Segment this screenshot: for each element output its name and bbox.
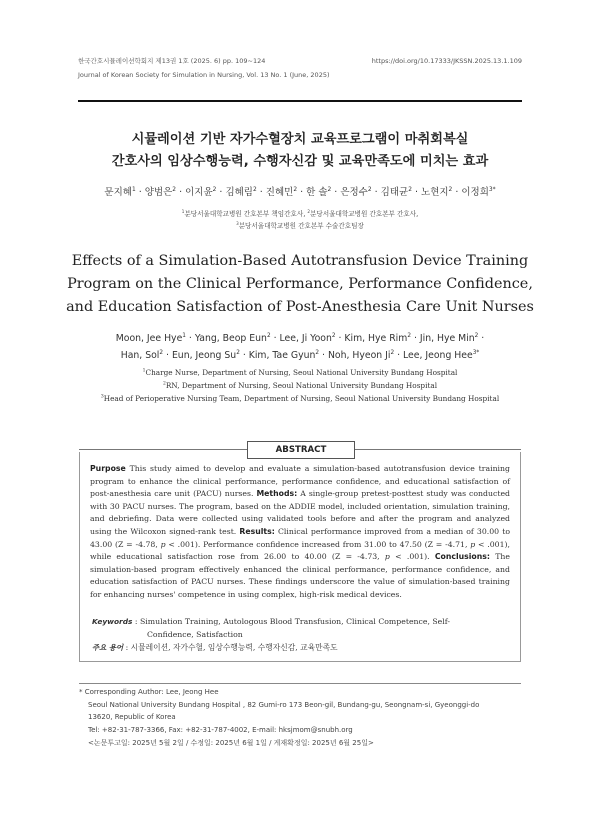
contact-line: Tel: +82-31-787-3366, Fax: +82-31-787-4002, E-mail: hksjmom@snubh.org [88,726,353,735]
author-en: Jin, Hye Min$^2$ [419,332,479,344]
conclusions-text: The simulation-based program effectively enhanced the clinical performance, performance confidence, and education satisfaction of PACU nurses. These findings underscore the value of simulation-based training for enhancing nurses' competence in using complex, high-risk medical devices. [90,552,510,599]
results-label: Results: [239,526,275,536]
p-symbol: p [160,539,166,549]
corresponding-name: Lee, Jeong Hee [166,688,219,696]
author-kr: 한 솔$^2$ [306,186,332,198]
keywords-kr-label: 주요 용어 [92,643,124,652]
author-en: Yang, Beop Eun$^2$ [194,332,271,344]
results-text-d: < .001). [395,552,430,562]
methods-text: A single-group pretest-posttest study was conducted with 30 PACU nurses. The program, based on the ADDIE model, included orientation, simulation training, and debriefing. Data were collected using validated tools before and after the program and analyzed using the Wilcoxon signed-rank test. [90,489,511,536]
header-rule [78,100,522,102]
purpose-text: This study aimed to develop and evaluate a simulation-based autotransfusion device training program to enhance the clinical performance, performance confidence, and educational satisfaction of post-anesthesia care unit (PACU) nurses. [90,464,510,499]
author-kr: 진혜민$^2$ [265,186,298,198]
author-kr: 이정희$^{3*}$ [461,186,496,198]
title-kr-line1: 시뮬레이션 기반 자가수혈장치 교육프로그램이 마취회복실 [131,132,469,147]
keywords-list-cont: Confidence, Satisfaction [147,629,243,639]
affiliation-en-2: $^2$RN, Department of Nursing, Seoul National University Bundang Hospital [162,381,438,390]
results-text-b: < .001). Performance confidence increased from 31.00 to 47.50 (Z = -4.71, [168,539,468,549]
author-en: Kim, Hye Rim$^2$ [344,332,411,344]
title-en-line3: and Education Satisfaction of Post-Anesthesia Care Unit Nurses [66,299,534,315]
purpose-label: Purpose [90,464,126,473]
authors-en-line2: Han, Sol$^2$ · Eun, Jeong $Su^2$ · Kim, Tae Gyun$^2$ · Noh, Hyeon $Ji^2$ · Lee, Jeong Hee$^{3*}$ [120,349,480,361]
keywords-list: : Simulation Training, Autologous Blood Transfusion, Clinical Competence, Self- [134,617,450,626]
results-text-a: Clinical performance improved from a median of 30.00 to 43.00 (Z = -4.78, [90,526,510,549]
keywords-kr-list: : 시뮬레이션, 자가수혈, 임상수행능력, 수행자신감, 교육만족도 [125,643,338,652]
journal-citation-en: Journal of Korean Society for Simulation in Nursing, Vol. 13 No. 1 (June, 2025) [78,71,330,79]
methods-label: Methods: [256,489,298,499]
author-en: Kim, Tae Gyun$^2$ [248,349,320,361]
author-en: Han, Sol$^2$ [120,349,164,361]
footnote-rule [79,683,521,684]
submission-dates: <논문투고일: 2025년 5월 2일 / 수정일: 2025년 6월 1일 / 게재확정일: 2025년 6월 25일> [88,738,374,747]
affiliation-en-3: $^3$Head of Perioperative Nursing Team, Department of Nursing, Seoul National University Bundang Hospital [100,394,500,403]
author-kr: 문지혜$^1$ [104,186,136,198]
author-en: Eun, Jeong Su$^2$ [171,349,240,361]
abstract-rule-right [354,449,521,450]
affiliations-kr-line2: $^3$분당서울대학교병원 간호본부 수술간호팀장 [236,220,364,230]
author-kr: 김혜림$^2$ [225,186,257,198]
journal-citation-kr: 한국간호시뮬레이션학회지 제13권 1호 (2025. 6) pp. 109~124 [78,57,266,65]
address-line2: 13620, Republic of Korea [88,713,176,722]
abstract-rule-left [79,449,247,450]
affiliation-en-1: $^1$Charge Nurse, Department of Nursing, Seoul National University Bundang Hospital [142,368,458,377]
authors-en-line1: Moon, Jee Hye$^1$ · Yang, Beop Eun$^2$ · Lee, Ji Yoon$^2$ · Kim, Hye Rim$^2$ · Jin, Hye Min$^2$ · [115,332,485,344]
keywords-label: Keywords [92,617,133,626]
corresponding-author-line [79,686,524,699]
author-en: Lee, Jeong Hee$^{3*}$ [403,349,480,361]
author-en: Lee, Ji Yoon$^2$ [279,332,336,344]
corresponding-label: * Corresponding Author: [79,688,164,696]
abstract-heading: ABSTRACT [247,441,355,459]
author-kr: 노현지$^2$ [421,186,453,198]
title-kr-line2: 간호사의 임상수행능력, 수행자신감 및 교육만족도에 미치는 효과 [111,154,489,169]
corresponding-author [79,686,524,750]
p-symbol: p [384,552,390,562]
authors-kr: 문지혜$^1$ · 양범은$^2$ · 이지윤$^2$ · 김혜림$^2$ · 진혜민$^2$ · 한 솔$^2$ · 은정수$^2$ · 김태균$^2$ · 노현지$^2$ · 이정희$^{3*}$ [104,186,496,198]
results-text-c: < .001), while educational satisfaction rose from 26.00 to 40.00 (Z = -4.73, [90,539,511,562]
author-kr: 김태균$^2$ [380,186,412,198]
doi-link[interactable]: https://doi.org/10.17333/JKSSN.2025.13.1.109 [371,57,522,65]
address-line1: Seoul National University Bundang Hospital , 82 Gumi-ro 173 Beon-gil, Bundang-gu, Seongnam-si, Gyeonggi-do [88,700,480,709]
conclusions-label: Conclusions: [434,552,490,562]
author-kr: 은정수$^2$ [340,186,372,198]
p-symbol: p [470,539,476,549]
abstract-body [90,463,510,602]
author-en: Moon, Jee Hye$^1$ [115,332,186,344]
title-en-line2: Program on the Clinical Performance, Performance Confidence, [67,276,533,292]
affiliations-kr-line1: $^1$분당서울대학교병원 간호본부 책임간호사, $^2$분당서울대학교병원 간호본부 간호사, [181,208,419,218]
author-kr: 양범은$^2$ [144,186,177,198]
keywords-en [92,616,512,641]
author-en: Noh, Hyeon Ji$^2$ [327,349,395,361]
title-en-line1: Effects of a Simulation-Based Autotransfusion Device Training [71,253,529,269]
author-kr: 이지윤$^2$ [185,186,217,198]
keywords-kr [92,642,512,655]
